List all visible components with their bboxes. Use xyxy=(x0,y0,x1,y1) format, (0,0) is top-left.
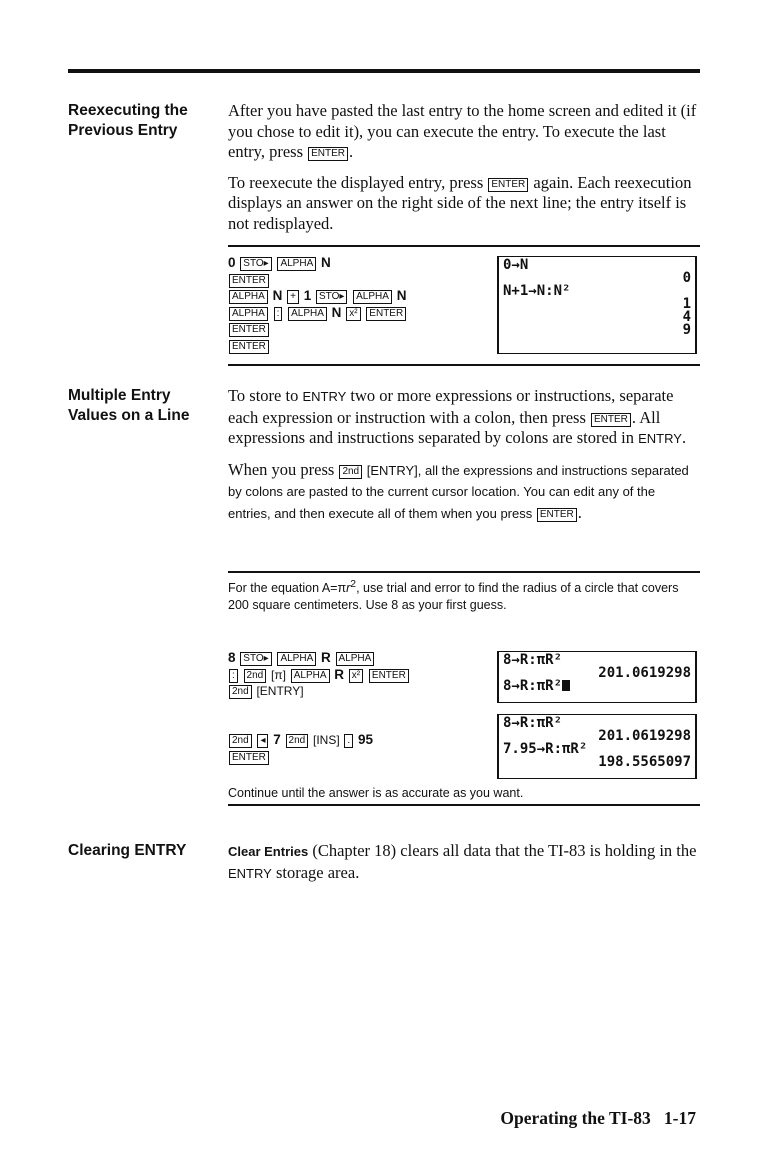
enter-key: ENTER xyxy=(229,323,269,337)
continue-note: Continue until the answer is as accurate as you want. xyxy=(228,786,524,800)
enter-key: ENTER xyxy=(308,147,348,161)
sto-key: STO▸ xyxy=(240,652,271,666)
enter-key: ENTER xyxy=(366,307,406,321)
paragraph: Clear Entries (Chapter 18) clears all data that the TI-83 is holding in the ENTRY storage area. xyxy=(228,841,697,882)
alpha-key: ALPHA xyxy=(277,652,316,666)
keystroke-block-3: 2nd ◂ 7 2nd [INS] . 95 ENTER xyxy=(228,732,498,765)
enter-key: ENTER xyxy=(488,178,528,192)
example-rule xyxy=(228,804,700,806)
second-key: 2nd xyxy=(286,734,309,748)
enter-key: ENTER xyxy=(229,751,269,765)
paragraph: After you have pasted the last entry to the home screen and edited it (if you chose to edit it), you can execute the entry. To execute the last entry, press ENTER . xyxy=(228,101,697,161)
calculator-screen-1: 0→N 0 N+1→N:N² 1 4 9 xyxy=(497,256,697,354)
paragraph: When you press 2nd [ENTRY], all the expressions and instructions separated by colons are pasted to the current cursor location. You can edit any of the entries, and then execute all of them when you press ENTER . xyxy=(228,459,689,522)
x-squared-key: x² xyxy=(349,669,363,683)
second-key: 2nd xyxy=(229,685,252,699)
alpha-key: ALPHA xyxy=(229,307,268,321)
sto-key: STO▸ xyxy=(316,290,347,304)
section-multiple-entry-body xyxy=(228,386,698,534)
heading-multiple-entry: Multiple Entry Values on a Line xyxy=(68,387,190,424)
calculator-screen-2: 8→R:πR² 201.0619298 8→R:πR² xyxy=(497,651,697,703)
sto-key: STO▸ xyxy=(240,257,271,271)
enter-key: ENTER xyxy=(229,274,269,288)
section-reexecuting-body xyxy=(228,101,698,244)
alpha-key: ALPHA xyxy=(353,290,392,304)
enter-key: ENTER xyxy=(369,669,409,683)
heading-clearing-entry: Clearing ENTRY xyxy=(68,842,187,859)
heading-reexecuting: Reexecuting the Previous Entry xyxy=(68,102,188,139)
top-rule xyxy=(68,69,700,73)
keystroke-block-1: 0 STO▸ ALPHA N ENTER ALPHA N + 1 STO▸ ALPHA N ALPHA : ALPHA N x² ENTER ENTER ENTER xyxy=(228,255,407,352)
paragraph: To reexecute the displayed entry, press ENTER again. Each reexecution displays an answer on the right side of the next line; the entry itself is not redisplayed. xyxy=(228,172,692,233)
example-rule xyxy=(228,364,700,366)
second-key: 2nd xyxy=(339,465,362,479)
left-arrow-key: ◂ xyxy=(257,734,268,748)
enter-key: ENTER xyxy=(537,508,577,522)
x-squared-key: x² xyxy=(346,307,360,321)
alpha-key: ALPHA xyxy=(277,257,316,271)
colon-key: : xyxy=(229,669,238,683)
alpha-key: ALPHA xyxy=(336,652,375,666)
paragraph: To store to ENTRY two or more expressions or instructions, separate each expression or instruction with a colon, then press ENTER . All expressions and instructions separated by colons are stored in ENTRY. xyxy=(228,386,687,447)
section-clearing-entry-body xyxy=(228,841,698,894)
page-footer: Operating the TI-83 1-17 xyxy=(500,1108,696,1128)
enter-key: ENTER xyxy=(229,340,269,354)
alpha-key: ALPHA xyxy=(291,669,330,683)
decimal-key: . xyxy=(344,734,353,748)
calculator-screen-3: 8→R:πR² 201.0619298 7.95→R:πR² 198.5565097 xyxy=(497,714,697,779)
second-key: 2nd xyxy=(244,669,267,683)
example-rule xyxy=(228,245,700,247)
second-key: 2nd xyxy=(229,734,252,748)
plus-key: + xyxy=(287,290,299,304)
alpha-key: ALPHA xyxy=(288,307,327,321)
colon-key: : xyxy=(274,307,283,321)
task-description: For the equation $A=\pi r^2$, use trial and error to find the radius of a circle that covers 200 square centimeters. Use 8 as your first guess. xyxy=(228,579,679,613)
cursor-block xyxy=(562,680,570,691)
example-rule xyxy=(228,571,700,573)
keystroke-block-2: 8 STO▸ ALPHA R ALPHA : 2nd [π] ALPHA R x² ENTER 2nd [ENTRY] xyxy=(228,650,498,700)
alpha-key: ALPHA xyxy=(229,290,268,304)
enter-key: ENTER xyxy=(591,413,631,427)
